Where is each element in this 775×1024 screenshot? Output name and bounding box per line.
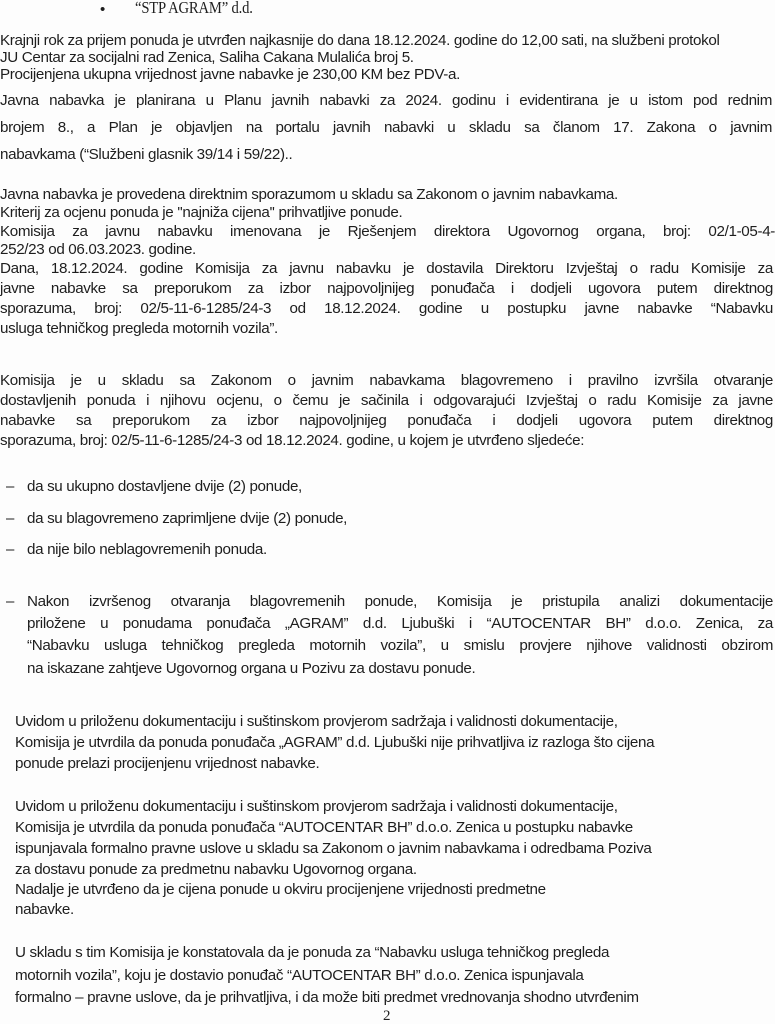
autocentar-line-4: za dostavu ponude za predmetnu nabavku Ugovornog organa. <box>15 861 417 878</box>
plan-line-2: brojem 8., a Plan je objavljen na portalu javnih nabavki u skladu sa članom 17. Zakona o javnim <box>0 119 772 136</box>
opening-line-1: Komisija je u skladu sa Zakonom o javnim nabavkama blagovremeno i pravilno izvršila otvaranje <box>0 372 773 389</box>
deadline-address-line: JU Centar za socijalni rad Zenica, Saliha Cakana Mulalića broj 5. <box>0 49 414 66</box>
deadline-line: Krajnji rok za prijem ponuda je utvrđen najkasnije do dana 18.12.2024. godine do 12,00 sati, na službeni protokol <box>0 32 720 49</box>
dash-icon: – <box>6 478 15 495</box>
autocentar-line-2: Komisija je utvrdila da ponuda ponuđača “AUTOCENTAR BH” d.o.o. Zenica u postupku nabavke <box>15 819 633 836</box>
dash-icon: – <box>6 541 15 558</box>
autocentar-line-1: Uvidom u priloženu dokumentaciju i suštinskom provjerom sadržaja i validnosti dokumentacije, <box>15 798 618 815</box>
bullet-icon: • <box>100 1 106 18</box>
opening-line-2: dostavljenih ponuda i njihovu ocjenu, o čemu je sačinila i odgovarajući Izvještaj o radu Komisije za javne <box>0 392 773 409</box>
conclusion-line-1: U skladu s tim Komisija je konstatovala da je ponuda za “Nabavku usluga tehničkog pregleda <box>15 944 610 961</box>
opening-line-4: sporazuma, broj: 02/5-11-6-1285/24-3 od 18.12.2024. godine, u kojem je utvrđeno sljedeće: <box>0 432 585 449</box>
agram-line-2: Komisija je utvrdila da ponuda ponuđača „AGRAM” d.d. Ljubuški nije prihvatljiva iz razloga što cijena <box>15 734 655 751</box>
report-line-1: Dana, 18.12.2024. godine Komisija za javnu nabavku je dostavila Direktoru Izvještaj o radu Komisije za <box>0 260 773 277</box>
finding-item-3: da nije bilo neblagovremenih ponuda. <box>27 541 267 558</box>
autocentar-line-5: Nadalje je utvrđeno da je cijena ponude u okviru procijenjene vrijednosti predmetne <box>15 881 546 898</box>
report-line-4: usluga tehničkog pregleda motornih vozila”. <box>0 320 278 337</box>
analysis-line-4: na iskazane zahtjeve Ugovornog organa u Pozivu za dostavu ponude. <box>27 660 476 677</box>
bidder-list-item: “STP AGRAM” d.d. <box>135 0 253 17</box>
autocentar-line-6: nabavke. <box>15 901 74 918</box>
page-number: 2 <box>383 1008 391 1024</box>
agram-line-1: Uvidom u priloženu dokumentaciju i suštinskom provjerom sadržaja i validnosti dokumentacije, <box>15 713 618 730</box>
finding-item-1: da su ukupno dostavljene dvije (2) ponude, <box>27 478 302 495</box>
estimated-value-line: Procijenjena ukupna vrijednost javne nabavke je 230,00 KM bez PDV-a. <box>0 66 460 83</box>
report-line-2: javne nabavke sa preporukom za izbor najpovoljnijeg ponuđača i dodjeli ugovora putem direktnog <box>0 280 773 297</box>
agram-line-3: ponude prelazi procijenjenu vrijednost nabavke. <box>15 755 320 772</box>
conclusion-line-3: formalno – pravne uslove, da je prihvatljiva, i da može biti predmet vrednovanja shodno utvrđenim <box>15 989 639 1006</box>
report-line-3: sporazuma, broj: 02/5-11-6-1285/24-3 od 18.12.2024. godine u postupku javne nabavke “Nabavku <box>0 300 773 317</box>
opening-line-3: nabavke sa preporukom za izbor najpovoljnijeg ponuđača i dodjeli ugovora putem direktnog <box>0 412 773 429</box>
finding-item-2: da su blagovremeno zaprimljene dvije (2) ponude, <box>27 510 348 527</box>
commission-line-1: Komisija za javnu nabavku imenovana je Rješenjem direktora Ugovornog organa, broj: 02/1-05-4- <box>0 223 775 240</box>
commission-line-2: 252/23 od 06.03.2023. godine. <box>0 241 196 258</box>
analysis-line-2: priložene u ponudama ponuđača „AGRAM” d.d. Ljubuški i “AUTOCENTAR BH” d.o.o. Zenica, za <box>27 615 773 632</box>
autocentar-line-3: ispunjavala formalno pravne uslove u skladu sa Zakonom o javnim nabavkama i odredbama Poziva <box>15 840 652 857</box>
plan-line-3: nabavkama (“Službeni glasnik 39/14 i 59/22).. <box>0 146 293 163</box>
analysis-line-3: “Nabavku usluga tehničkog pregleda motornih vozila”, u smislu provjere njihove validnosti obzirom <box>27 637 773 654</box>
procedure-line: Javna nabavka je provedena direktnim sporazumom u skladu sa Zakonom o javnim nabavkama. <box>0 186 618 203</box>
dash-icon: – <box>6 510 15 527</box>
conclusion-line-2: motornih vozila”, koju je dostavio ponuđač “AUTOCENTAR BH” d.o.o. Zenica ispunjavala <box>15 967 584 984</box>
analysis-line-1: Nakon izvršenog otvaranja blagovremenih ponude, Komisija je pristupila analizi dokumentacije <box>27 593 773 610</box>
dash-icon: – <box>6 593 15 610</box>
criteria-line: Kriterij za ocjenu ponuda je ''najniža cijena'' prihvatljive ponude. <box>0 204 403 221</box>
plan-line-1: Javna nabavka je planirana u Planu javnih nabavki za 2024. godinu i evidentirana je u istom pod rednim <box>0 92 772 109</box>
